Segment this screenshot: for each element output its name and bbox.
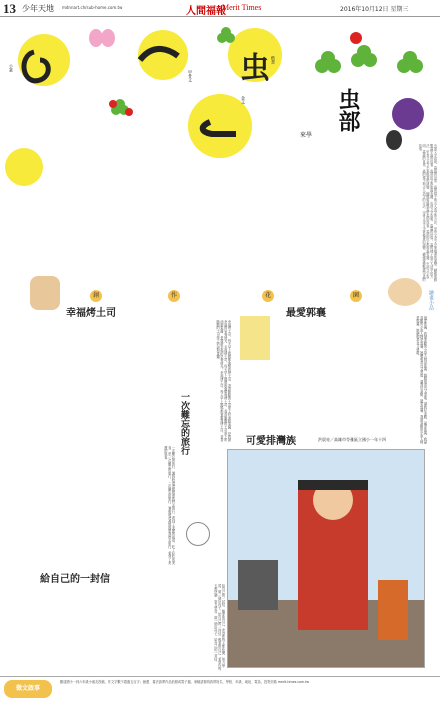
feature-title: 虫部 — [335, 88, 360, 132]
glyph-kaishu-icon — [240, 51, 270, 86]
page-number: 13 — [3, 1, 16, 16]
flower-doodle — [186, 522, 210, 546]
label-xiaozhuan: 小篆 — [9, 64, 14, 72]
ladybug-icon — [109, 32, 362, 116]
glyph-jinwen-icon — [203, 122, 236, 134]
glyph-jiaguwen-icon — [140, 49, 178, 60]
reading-girl-illustration — [240, 316, 270, 360]
paiwan-painting-icon — [228, 450, 424, 667]
child-painting — [227, 449, 425, 668]
label-jiaguwen: 甲骨文 — [188, 70, 193, 82]
article-body-letter: 給自己的一封信，親愛的自己，希望你每天都快樂，努力學習，做一個好孩子。給自己的一封信，親愛的自己，希望你每天都快樂，努力學習，做一個好孩子。給自己的一封信。 — [213, 584, 225, 671]
butterfly-icon — [89, 29, 115, 47]
toast-illustration — [30, 276, 60, 310]
side-label: 繪畫小品 — [428, 290, 434, 310]
article-title-guoxiang: 最愛郭襄 — [286, 308, 326, 319]
article-title-travel: 一次難忘的旅行 — [179, 392, 189, 455]
newspaper-logo-en: Merit Times — [222, 3, 262, 12]
feature-byline: 來學 — [300, 132, 313, 139]
glyph-xiaozhuan-icon — [24, 52, 48, 81]
label-jinwen: 金文 — [241, 96, 246, 104]
painting-credit: 洪晨亮／高雄市苓雅區立國小一年十四 — [318, 437, 386, 442]
snail-illustration — [388, 278, 422, 306]
article-title-letter: 給自己的一封信 — [40, 574, 110, 585]
article-body-left-lower: 一次難忘的旅行，暑假時爸爸媽媽帶我們去旅行，看到了美麗的風景，吃了好吃的美食，是一次難忘的旅行。一次難忘的旅行，暑假時爸爸媽媽帶我們去旅行，看到了美麗的風景。 — [163, 446, 175, 565]
article-body-toast: 幸福烤土司，每天早上媽媽都會幫我烤土司，香香脆脆的土司塗上奶油和果醬，是我最幸福的早餐時光。幸福烤土司，每天早上媽媽都會幫我烤土司，香香脆脆的土司塗上奶油和果醬，是我最幸福的早餐時光。幸福烤土司，每天早上媽媽都會幫我烤土司，香香脆脆的土司塗上奶油和果醬。 — [215, 320, 231, 442]
submission-notice-stamp: 徵文啟事 — [4, 680, 52, 698]
feature-text-columns: 虫部文字說明，蟲蟲的世界，蟲的樣子與古人造字的方法，甲骨文金文小篆楷書的演變，蝴蝶蜜蜂瓢蟲甲蟲的故事，蟲部的字都和蟲有關。虫部文字說明，蟲蟲的世界，蟲的樣子與古人造字的方法，甲骨文金文小篆楷書的演變，蝴蝶蜜蜂瓢蟲甲蟲的故事，蟲部的字都和蟲有關。虫部文字說明，蟲蟲的世界，蟲的樣子與古人造字的方法，甲骨文金文小篆楷書的演變，蝴蝶蜜蜂瓢蟲甲蟲的故事。 — [417, 144, 437, 282]
submission-notice-text: 歡迎國小一到六年級小朋友投稿，作文字數不超過五百字；繪畫、書法請將作品拍照或電子檔，來稿請寫明真實姓名、學校、年級、地址、電話，投寄信箱 merit-times.com.tw — [60, 680, 309, 684]
issue-date: 2016年10月12日 星期三 — [340, 6, 409, 13]
newspaper-logo: 人間福報 — [186, 6, 226, 17]
svg-text:虫: 虫 — [240, 51, 270, 86]
section-name: 少年天地 — [22, 4, 54, 13]
label-kaishu: 楷書 — [271, 56, 276, 64]
side-label-band — [428, 290, 440, 560]
article-body-guoxiang: 最愛郭襄，我最喜歡的小說人物是郭襄，她聰明善良又勇敢，讓我好喜歡。最愛郭襄，我最喜歡的小說人物是郭襄，她聰明善良又勇敢，讓我好喜歡。最愛郭襄，我最喜歡的小說人物是郭襄，她聰明善良又勇敢。 — [415, 316, 427, 444]
badge-3: 花 — [262, 290, 274, 302]
article-title-toast: 幸福烤土司 — [66, 308, 116, 319]
website[interactable]: mdnnart.ch/sub-home.com.tw — [62, 5, 123, 10]
badge-2: 作 — [168, 290, 180, 302]
badge-1: 創 — [90, 290, 102, 302]
badge-4: 園 — [350, 290, 362, 302]
purple-flower-icon — [392, 98, 424, 130]
painting-title: 可愛排灣族 — [246, 436, 296, 447]
